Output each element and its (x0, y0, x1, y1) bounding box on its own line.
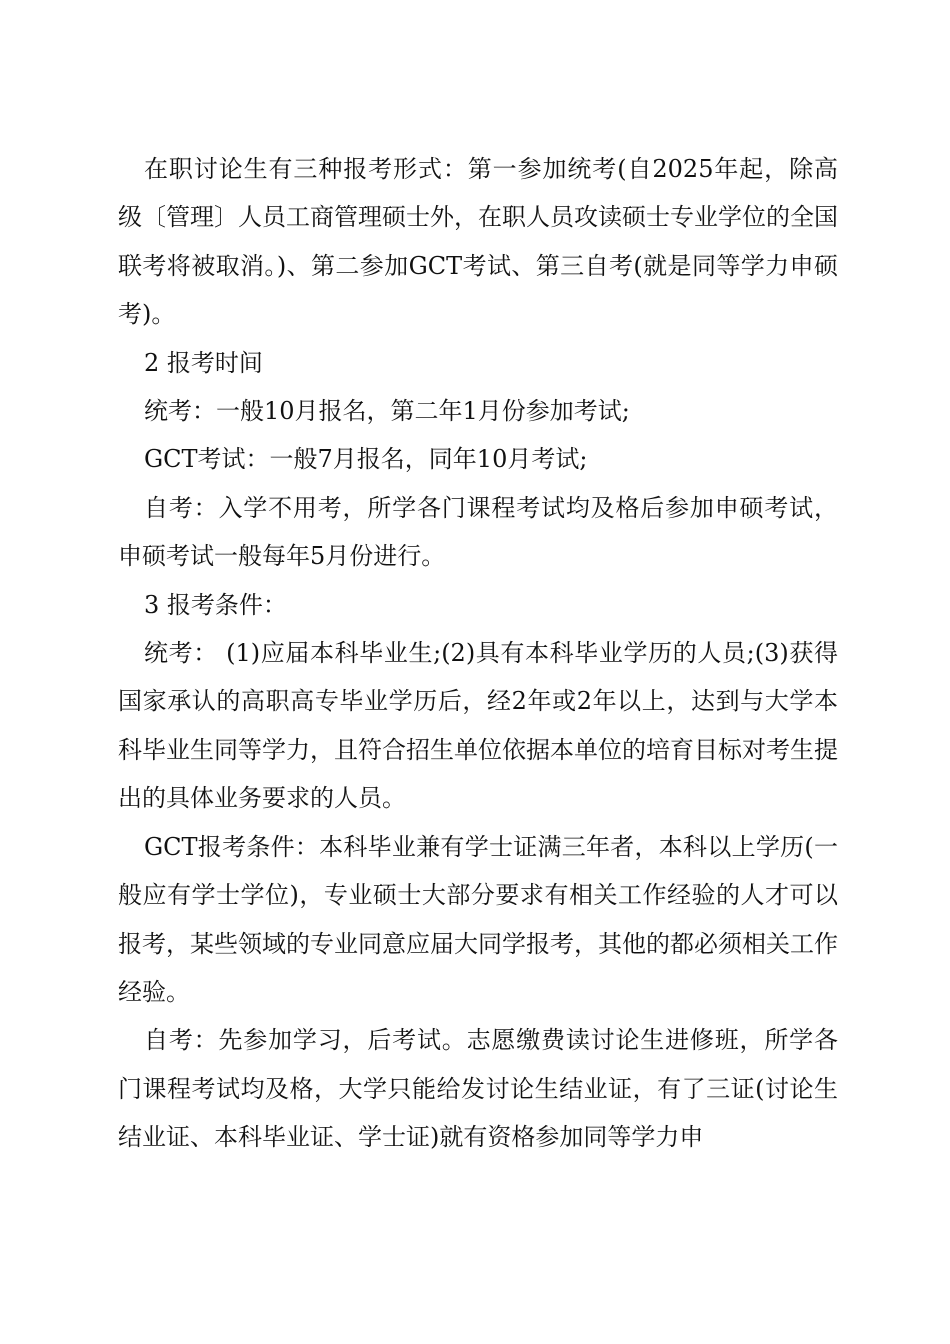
heading-exam-conditions: 3 报考条件： (144, 590, 287, 619)
paragraph-unified-exam-conditions: 统考： (1)应届本科毕业生;(2)具有本科毕业学历的人员;(3)获得国家承认的高职高专毕业学历后，经2年或2年以上，达到与大学本科毕业生同等学力，且符合招生单位依据本单位的培育目标对考生提出的具体业务要求的人员。 (118, 639, 838, 813)
paragraph-self-exam-conditions: 自考：先参加学习，后考试。志愿缴费读讨论生进修班，所学各门课程考试均及格，大学只能给发讨论生结业证，有了三证(讨论生结业证、本科毕业证、学士证)就有资格参加同等学力申 (118, 1026, 838, 1152)
paragraph-gct-exam-time: GCT考试：一般7月报名，同年10月考试; (144, 445, 588, 474)
paragraph-unified-exam-time: 统考：一般10月报名，第二年1月份参加考试; (144, 397, 630, 426)
paragraph-exam-forms: 在职讨论生有三种报考形式：第一参加统考(自2025年起，除高级〔管理〕人员工商管理硕士外，在职人员攻读硕士专业学位的全国联考将被取消。)、第二参加GCT考试、第三自考(就是同等学力申硕考)。 (118, 155, 838, 329)
paragraph-gct-conditions: GCT报考条件：本科毕业兼有学士证满三年者，本科以上学历(一般应有学士学位)，专业硕士大部分要求有相关工作经验的人才可以报考，某些领域的专业同意应届大同学报考，其他的都必须相关工作经验。 (118, 832, 838, 1006)
heading-exam-time: 2 报考时间 (144, 348, 263, 377)
document-body (118, 145, 838, 1162)
paragraph-self-exam-time: 自考：入学不用考，所学各门课程考试均及格后参加申硕考试，申硕考试一般每年5月份进行。 (118, 493, 838, 571)
